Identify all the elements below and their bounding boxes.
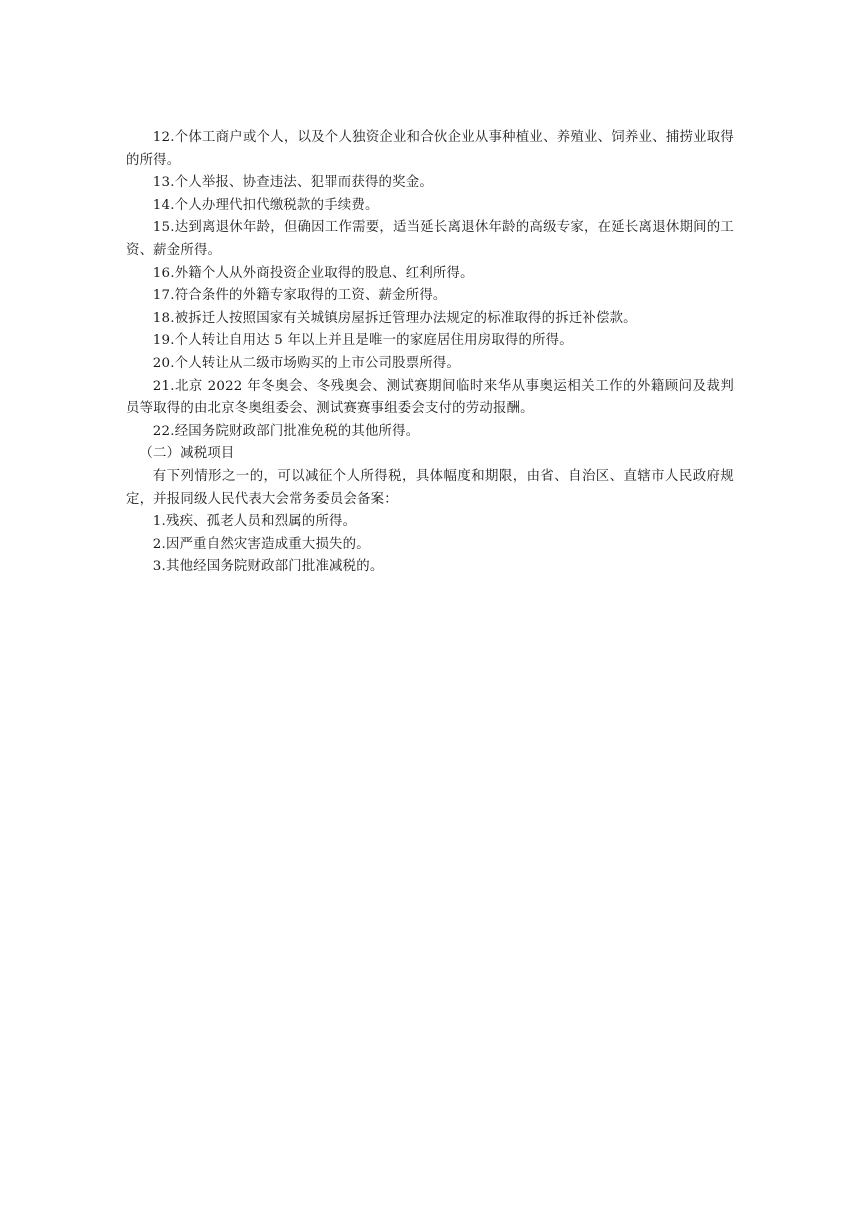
section-intro: 有下列情形之一的，可以减征个人所得税，具体幅度和期限，由省、自治区、直辖市人民政府规定，并报同级人民代表大会常务委员会备案： xyxy=(126,468,734,507)
exemption-item-12: 12.个体工商户或个人，以及个人独资企业和合伙企业从事种植业、养殖业、饲养业、捕捞业取得的所得。 xyxy=(126,130,734,168)
reduction-item-2: 2.因严重自然灾害造成重大损失的。 xyxy=(152,536,370,552)
exemption-item-22: 22.经国务院财政部门批准免税的其他所得。 xyxy=(152,423,420,439)
exemption-item-15: 15.达到离退休年龄，但确因工作需要，适当延长离退休年龄的高级专家，在延长离退休期间的工资、薪金所得。 xyxy=(126,220,734,258)
section-heading: （二）减税项目 xyxy=(139,446,235,462)
exemption-item-19: 19.个人转让自用达 5 年以上并且是唯一的家庭居住用房取得的所得。 xyxy=(152,333,573,349)
document-body xyxy=(126,127,734,579)
reduction-item-1: 1.残疾、孤老人员和烈属的所得。 xyxy=(152,514,357,530)
reduction-item-3: 3.其他经国务院财政部门批准减税的。 xyxy=(152,559,384,575)
exemption-item-21: 21.北京 2022 年冬奥会、冬残奥会、测试赛期间临时来华从事奥运相关工作的外籍顾问及裁判员等取得的由北京冬奥组委会、测试赛赛事组委会支付的劳动报酬。 xyxy=(126,378,734,417)
exemption-item-13: 13.个人举报、协查违法、犯罪而获得的奖金。 xyxy=(152,175,433,191)
exemption-item-16: 16.外籍个人从外商投资企业取得的股息、红利所得。 xyxy=(152,265,474,281)
exemption-item-14: 14.个人办理代扣代缴税款的手续费。 xyxy=(152,197,379,213)
exemption-item-17: 17.符合条件的外籍专家取得的工资、薪金所得。 xyxy=(152,288,447,304)
exemption-item-20: 20.个人转让从二级市场购买的上市公司股票所得。 xyxy=(152,355,461,371)
exemption-item-18: 18.被拆迁人按照国家有关城镇房屋拆迁管理办法规定的标准取得的拆迁补偿款。 xyxy=(152,310,637,326)
